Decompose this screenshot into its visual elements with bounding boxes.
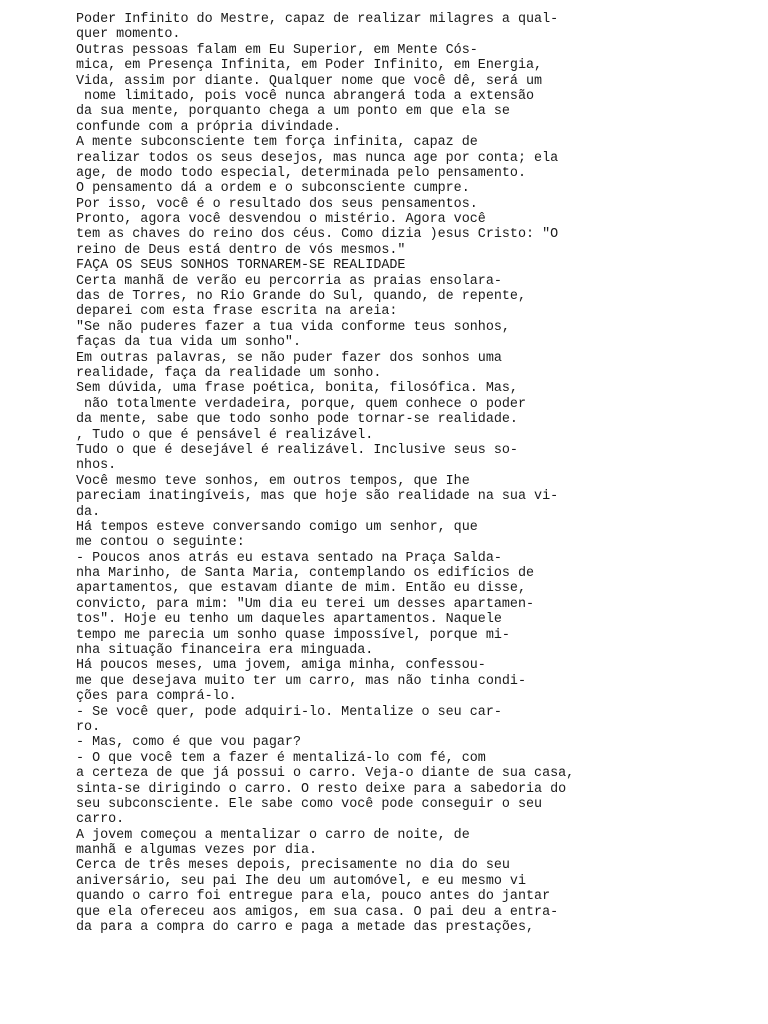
- text-line: nhos.: [76, 458, 117, 474]
- text-line: da.: [76, 504, 101, 520]
- text-line: Outras pessoas falam em Eu Superior, em Mente Cós-: [76, 42, 478, 58]
- text-line: Você mesmo teve sonhos, em outros tempos, que Ihe: [76, 473, 470, 489]
- text-line: tempo me parecia um sonho quase impossível, porque mi-: [76, 627, 510, 643]
- text-line: me que desejava muito ter um carro, mas não tinha condi-: [76, 673, 526, 689]
- text-line: Cerca de três meses depois, precisamente no dia do seu: [76, 858, 510, 874]
- text-line: nha situação financeira era minguada.: [76, 643, 374, 659]
- text-line: Pronto, agora você desvendou o mistério. Agora você: [76, 212, 486, 228]
- text-line: não totalmente verdadeira, porque, quem conhece o poder: [76, 396, 526, 412]
- text-line: O pensamento dá a ordem e o subconsciente cumpre.: [76, 181, 470, 197]
- text-line: tos". Hoje eu tenho um daqueles apartamentos. Naquele: [76, 612, 502, 628]
- text-line: Há poucos meses, uma jovem, amiga minha, confessou-: [76, 658, 486, 674]
- text-line: Poder Infinito do Mestre, capaz de realizar milagres a qual-: [76, 12, 559, 27]
- text-line: - Se você quer, pode adquiri-lo. Mentalize o seu car-: [76, 704, 502, 720]
- text-line: realizar todos os seus desejos, mas nunca age por conta; ela: [76, 150, 559, 166]
- text-line: da para a compra do carro e paga a metade das prestações,: [76, 920, 535, 936]
- text-line: Em outras palavras, se não puder fazer dos sonhos uma: [76, 350, 502, 366]
- text-line: mica, em Presença Infinita, em Poder Infinito, em Energia,: [76, 58, 543, 74]
- document-page: [76, 12, 756, 935]
- text-line: Há tempos esteve conversando comigo um senhor, que: [76, 519, 478, 535]
- text-line: Vida, assim por diante. Qualquer nome que você dê, será um: [76, 73, 543, 89]
- text-line: pareciam inatingíveis, mas que hoje são realidade na sua vi-: [76, 489, 559, 505]
- text-line: que ela ofereceu aos amigos, em sua casa. O pai deu a entra-: [76, 904, 559, 920]
- text-line: - Mas, como é que vou pagar?: [76, 735, 301, 751]
- text-line: - Poucos anos atrás eu estava sentado na Praça Salda-: [76, 550, 502, 566]
- text-line: quando o carro foi entregue para ela, pouco antes do jantar: [76, 889, 551, 905]
- text-line: - O que você tem a fazer é mentalizá-lo com fé, com: [76, 750, 486, 766]
- text-line: tem as chaves do reino dos céus. Como dizia )esus Cristo: "O: [76, 227, 559, 243]
- text-line: "Se não puderes fazer a tua vida conforme teus sonhos,: [76, 319, 510, 335]
- text-line: age, de modo todo especial, determinada pelo pensamento.: [76, 165, 526, 181]
- text-line: convicto, para mim: "Um dia eu terei um desses apartamen-: [76, 596, 535, 612]
- text-line: faças da tua vida um sonho".: [76, 335, 301, 351]
- text-line: confunde com a própria divindade.: [76, 119, 342, 135]
- text-line: a certeza de que já possui o carro. Veja-o diante de sua casa,: [76, 766, 575, 782]
- text-line: Sem dúvida, uma frase poética, bonita, filosófica. Mas,: [76, 381, 518, 397]
- text-line: manhã e algumas vezes por dia.: [76, 843, 318, 859]
- text-line: da sua mente, porquanto chega a um ponto em que ela se: [76, 104, 510, 120]
- text-line: aniversário, seu pai Ihe deu um automóvel, e eu mesmo vi: [76, 873, 526, 889]
- text-line: , Tudo o que é pensável é realizável.: [76, 427, 374, 443]
- text-line: nome limitado, pois você nunca abrangerá toda a extensão: [76, 88, 535, 104]
- text-line: Certa manhã de verão eu percorria as praias ensolara-: [76, 273, 502, 289]
- text-line: apartamentos, que estavam diante de mim. Então eu disse,: [76, 581, 526, 597]
- text-line: me contou o seguinte:: [76, 535, 245, 551]
- text-line: sinta-se dirigindo o carro. O resto deixe para a sabedoria do: [76, 781, 567, 797]
- text-line: realidade, faça da realidade um sonho.: [76, 365, 382, 381]
- text-line: deparei com esta frase escrita na areia:: [76, 304, 398, 320]
- text-line: A jovem começou a mentalizar o carro de noite, de: [76, 827, 470, 843]
- text-line: A mente subconsciente tem força infinita, capaz de: [76, 135, 478, 151]
- text-line: ções para comprá-lo.: [76, 689, 237, 705]
- text-line: FAÇA OS SEUS SONHOS TORNAREM-SE REALIDADE: [76, 258, 406, 274]
- text-line: Tudo o que é desejável é realizável. Inclusive seus so-: [76, 442, 518, 458]
- text-line: da mente, sabe que todo sonho pode tornar-se realidade.: [76, 412, 518, 428]
- text-line: carro.: [76, 812, 125, 828]
- text-line: seu subconsciente. Ele sabe como você pode conseguir o seu: [76, 796, 543, 812]
- text-line: ro.: [76, 719, 101, 735]
- text-line: das de Torres, no Rio Grande do Sul, quando, de repente,: [76, 289, 526, 305]
- text-line: reino de Deus está dentro de vós mesmos.": [76, 242, 406, 258]
- text-line: quer momento.: [76, 27, 181, 43]
- text-line: nha Marinho, de Santa Maria, contemplando os edifícios de: [76, 566, 535, 582]
- text-line: Por isso, você é o resultado dos seus pensamentos.: [76, 196, 478, 212]
